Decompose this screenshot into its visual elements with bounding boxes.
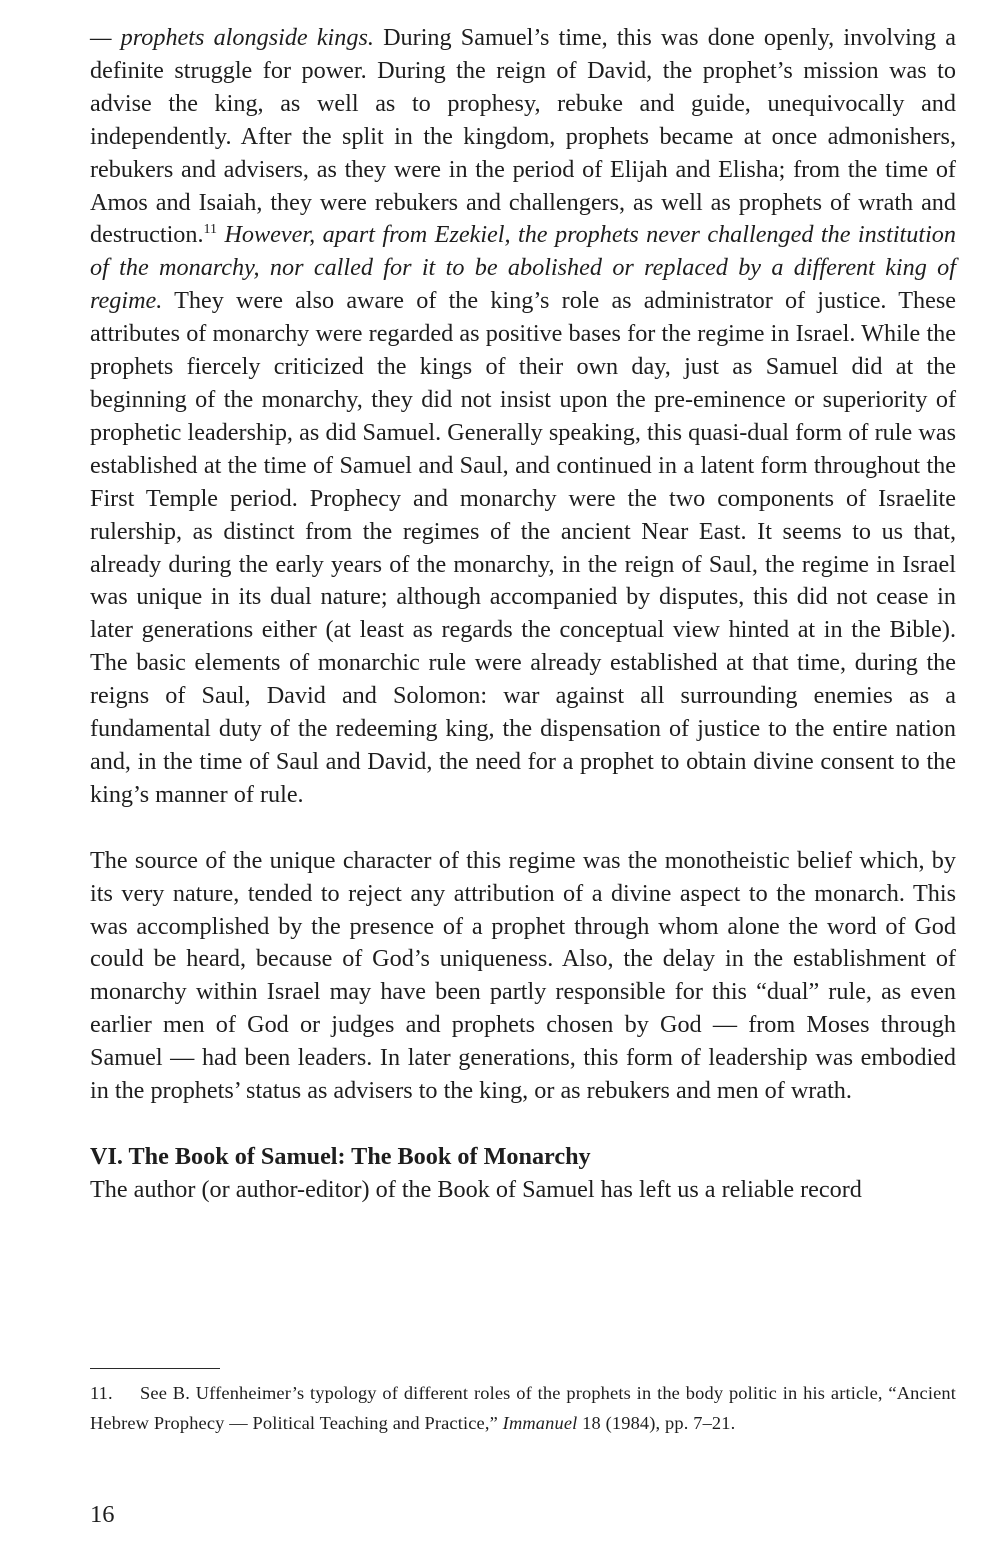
- footnote-text-b: 18 (1984), pp. 7–21.: [577, 1413, 736, 1433]
- footnote-journal-title: Immanuel: [502, 1413, 578, 1433]
- section-first-line: The author (or author-editor) of the Book of Samuel has left us a reliable record: [90, 1175, 862, 1203]
- paragraph-1-italic-statement: However, apart from Ezekiel, the prophets never challenged the institution of the monarchy, nor called for it to be abolished or replaced by a different king of regime.: [90, 221, 956, 315]
- paragraph-1-text-c: They were also aware of the king’s role as administrator of justice. These attributes of monarchy were regarded as positive bases for the regime in Israel. While the prophets fiercely criticized the kings of their own day, just as Samuel did at the beginning of the monarchy, they did not insist upon the pre-eminence or superiority of prophetic leadership, as did Samuel. Generally speaking, this quasi-dual form of rule was established at the time of Samuel and Saul, and continued in a latent form throughout the First Temple period. Prophecy and monarchy were the two components of Israelite rulership, as distinct from the regimes of the ancient Near East. It seems to us that, already during the early years of the monarchy, in the reign of Saul, the regime in Israel was unique in its dual nature; although accompanied by disputes, this did not cease in later generations either (at least as regards the conceptual view hinted at in the Bible). The basic elements of monarchic rule were already established at that time, during the reigns of Saul, David and Solomon: war against all surrounding enemies as a fundamental duty of the redeeming king, the dispensation of justice to the entire nation and, in the time of Saul and David, the need for a prophet to obtain divine consent to the king’s manner of rule.: [90, 287, 956, 808]
- section-heading: VI. The Book of Samuel: The Book of Monarchy: [90, 1143, 591, 1170]
- footnote-divider: [90, 1368, 220, 1369]
- footnote: [90, 1378, 956, 1438]
- paragraph-2: The source of the unique character of this regime was the monotheistic belief which, by its very nature, tended to reject any attribution of a divine aspect to the monarch. This was accomplished by the presence of a prophet through whom alone the word of God could be heard, because of God’s uniqueness. Also, the delay in the establishment of monarchy within Israel may have been partly responsible for this “dual” rule, as even earlier men of God or judges and prophets chosen by God — from Moses through Samuel — had been leaders. In later generations, this form of leadership was embodied in the prophets’ status as advisers to the king, or as rebukers and men of wrath.: [90, 846, 956, 1105]
- page-body: [90, 22, 956, 1207]
- footnote-text-a: See B. Uffenheimer’s typology of different roles of the prophets in the body politic in his article, “Ancient Hebrew Prophecy — Political Teaching and Practice,”: [90, 1383, 956, 1433]
- paragraph-1-lead-italic: — prophets alongside kings.: [90, 24, 374, 51]
- page-number: 16: [90, 1501, 115, 1528]
- footnote-number: 11.: [90, 1383, 113, 1403]
- paragraph-1: [90, 22, 956, 812]
- paragraph-1-text-a: During Samuel’s time, this was done openly, involving a definite struggle for power. During the reign of David, the prophet’s mission was to advise the king, as well as to prophesy, rebuke and guide, unequivocally and independently. After the split in the kingdom, prophets became at once admonishers, rebukers and advisers, as they were in the period of Elijah and Elisha; from the time of Amos and Isaiah, they were rebukers and challengers, as well as prophets of wrath and destruction.: [90, 24, 956, 249]
- footnote-reference[interactable]: 11: [203, 222, 218, 238]
